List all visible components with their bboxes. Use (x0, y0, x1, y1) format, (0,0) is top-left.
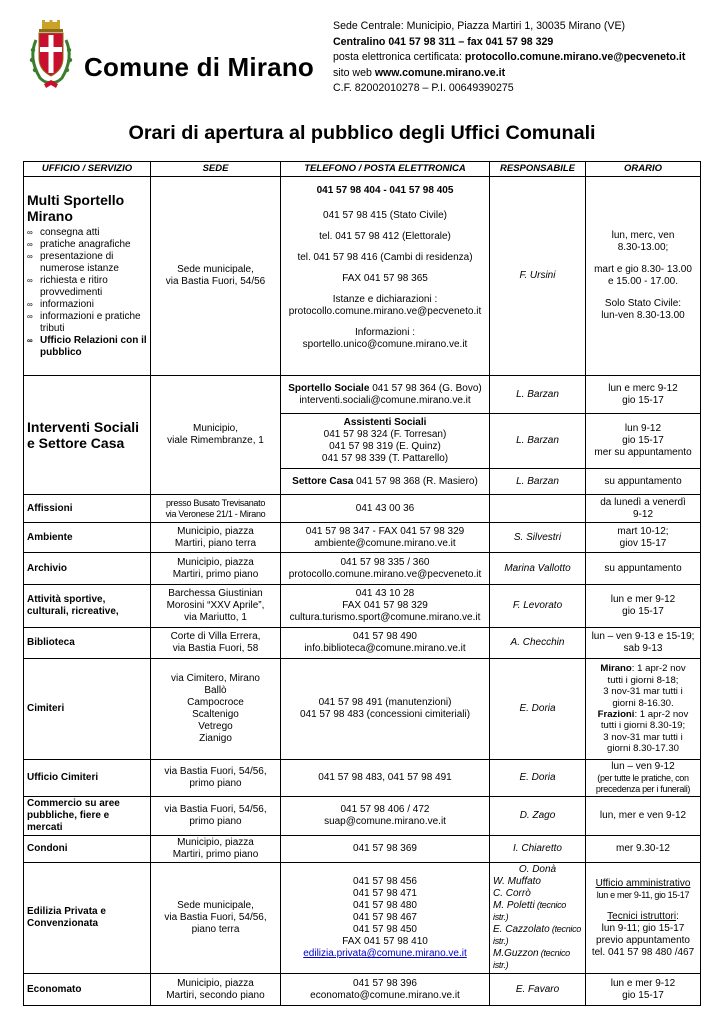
responsible-cell: L. Barzan (490, 376, 586, 414)
hours-line: 9-12 (632, 508, 653, 520)
table-row (24, 760, 701, 797)
pec-label: posta elettronica certificata: (333, 51, 465, 64)
table-row (24, 495, 701, 523)
fax-line: FAX 041 57 98 365 (342, 273, 428, 284)
hours-line: 8.30-13.00; (617, 242, 669, 253)
sede-cell (151, 523, 281, 553)
table-header-row (24, 162, 701, 177)
phone-line: 041 57 98 490 (353, 631, 417, 642)
sede-line: primo piano (189, 816, 242, 827)
table-row (24, 376, 701, 414)
hours-line: giorni 8-16.30. (612, 697, 674, 709)
list-item: ∞ richiesta e ritiro provvedimenti (27, 275, 147, 299)
sede-line: via Bastia Fuori, 54/56, (164, 912, 267, 923)
sede-line: via Bastia Fuori, 54/56, (164, 766, 267, 777)
hours-line: Solo Stato Civile: (604, 298, 682, 309)
phone-line: 041 43 10 28 (355, 588, 415, 599)
hours-line: lun, merc, ven (611, 230, 675, 241)
sede-line: via Bastia Fuori, 58 (172, 643, 259, 654)
phone-line: 041 57 98 347 - FAX 041 57 98 329 (305, 525, 465, 537)
hours-line: gio 15-17 (622, 606, 664, 617)
responsible-cell: L. Barzan (490, 469, 586, 495)
hours-line: gio 15-17 (622, 394, 664, 406)
table-row (24, 974, 701, 1006)
sede-line: Scaltenigo (192, 709, 239, 720)
phone-line: 041 57 98 396 (353, 977, 417, 989)
phone-line: 041 57 98 471 (353, 888, 417, 899)
pec-address[interactable]: protocollo.comune.mirano.ve@pecveneto.it (464, 51, 686, 64)
hours-note: precedenza per i funerali) (595, 784, 691, 794)
contact-cell (281, 585, 490, 628)
responsible-cell: F. Levorato (490, 585, 586, 628)
sede-line: Municipio, (192, 423, 239, 434)
sub-office-label: Assistenti Sociali (343, 417, 427, 428)
sede-cell (151, 553, 281, 585)
col-responsabile: RESPONSABILE (490, 162, 586, 177)
hours-line: lun e mer 9-12 (610, 977, 676, 989)
phone-line: 041 57 98 456 (353, 876, 417, 887)
hours-cell: su appuntamento (586, 553, 701, 585)
email-link[interactable]: info.biblioteca@comune.mirano.ve.it (304, 643, 466, 654)
hours-line: lun e merc 9-12 (608, 382, 678, 394)
office-cell (24, 177, 151, 376)
sede-cell (151, 863, 281, 974)
list-item: ∞ presentazione di numerose istanze (27, 251, 147, 275)
responsible-cell: I. Chiaretto (490, 836, 586, 863)
sede-line: Zianigo (199, 733, 232, 744)
sede-line: Sede municipale, (177, 900, 254, 911)
sede-cell (151, 836, 281, 863)
hours-line: lun-ven 8.30-13.00 (601, 310, 685, 321)
col-ufficio: UFFICIO / SERVIZIO (24, 162, 151, 177)
phone-line: 041 57 98 368 (R. Masiero) (356, 475, 478, 487)
fax-line: FAX 041 57 98 329 (342, 600, 428, 611)
sede-line: via Veronese 21/1 - Mirano (165, 508, 266, 519)
phone-line: 041 57 98 480 (353, 900, 417, 911)
phone-line: 041 57 98 319 (E. Quinz) (329, 441, 441, 452)
hours-label: Ufficio amministrativo (595, 877, 691, 889)
contact-cell: 041 57 98 369 (281, 836, 490, 863)
table-row (24, 628, 701, 659)
hours-line: giov 15-17 (619, 537, 667, 549)
phone-line: 041 57 98 491 (manutenzioni) (318, 697, 452, 708)
hours-line: da lunedì a venerdì (600, 496, 686, 508)
hours-cell (586, 495, 701, 523)
sede-line: Martiri, primo piano (172, 849, 259, 860)
phone-line: tel. 041 57 98 416 (Cambi di residenza) (297, 252, 473, 263)
hours-cell (586, 523, 701, 553)
hours-line: lun – ven 9-12 (611, 761, 675, 772)
sub-office-label: Settore Casa (292, 475, 354, 487)
hours-label: Frazioni (597, 709, 635, 720)
hours-line: lun e mer 9-11, gio 15-17 (596, 889, 690, 900)
responsible-cell: Marina Vallotto (490, 553, 586, 585)
contact-cell (281, 797, 490, 836)
responsible-cell: D. Zago (490, 797, 586, 836)
sede-line: viale Rimembranze, 1 (167, 435, 264, 446)
responsible-name: O. Donà (518, 864, 557, 875)
contact-cell: 041 57 98 483, 041 57 98 491 (281, 760, 490, 797)
contact-cell (281, 553, 490, 585)
centralino: Centralino 041 57 98 311 – fax 041 57 98 329 (333, 35, 554, 48)
table-row (24, 836, 701, 863)
email-link[interactable]: interventi.sociali@comune.mirano.ve.it (299, 394, 471, 406)
responsible-cell: S. Silvestri (490, 523, 586, 553)
email-link[interactable]: protocollo.comune.mirano.ve@pecveneto.it (288, 568, 482, 580)
contact-cell (281, 974, 490, 1006)
sede-line: Municipio, piazza (177, 525, 254, 537)
hours-line: lun e mer 9-12 (610, 594, 676, 605)
sede-line: Municipio, piazza (177, 556, 254, 568)
email-link[interactable]: edilizia.privata@comune.mirano.ve.it (303, 948, 467, 959)
hours-line: mart e gio 8.30- 13.00 (594, 264, 692, 275)
table-row (24, 585, 701, 628)
sede-line: Campocroce (187, 697, 244, 708)
sede-line: Martiri, secondo piano (166, 989, 265, 1001)
hours-cell (586, 760, 701, 797)
list-item: ∞ pratiche anagrafiche (27, 239, 147, 251)
hours-cell (586, 974, 701, 1006)
office-name: Economato (24, 974, 151, 1006)
phone-line: 041 57 98 364 (G. Bovo) (372, 382, 482, 394)
hours-line: sab 9-13 (623, 643, 663, 654)
hours-line: 3 nov-31 mar tutti i (603, 731, 683, 743)
phone-line: 041 57 98 467 (353, 912, 417, 923)
sede-cell (151, 585, 281, 628)
office-name: Edilizia Privata e Convenzionata (24, 863, 151, 974)
hours-line: lun – ven 9-13 e 15-19; (591, 631, 695, 642)
email-link[interactable]: protocollo.comune.mirano.ve@pecveneto.it (288, 306, 482, 317)
sede-line: Morosini “XXV Aprile”, (166, 600, 265, 611)
contact-cell (281, 659, 490, 760)
fax-line: FAX 041 57 98 410 (342, 936, 428, 947)
phone-line: 041 57 98 339 (T. Pattarello) (321, 453, 449, 464)
hours-line: tutti i giorni 8-18; (607, 674, 679, 686)
responsible-cell: E. Doria (490, 760, 586, 797)
responsible-cell (490, 863, 586, 974)
hours-label: Tecnici istruttori (607, 910, 677, 922)
sub-office-label: Sportello Sociale (288, 382, 370, 394)
sede-line: Barchessa Giustinian (168, 588, 263, 599)
table-row (24, 523, 701, 553)
contact-cell: 041 43 00 36 (281, 495, 490, 523)
sede-centrale: Sede Centrale: Municipio, Piazza Martiri 1, 30035 Mirano (VE) (333, 20, 626, 32)
sede-cell (151, 760, 281, 797)
office-name: Archivio (24, 553, 151, 585)
email-link[interactable]: suap@comune.mirano.ve.it (324, 816, 446, 827)
hours-line: gio 15-17 (622, 435, 664, 446)
office-name: Multi Sportello Mirano (27, 192, 125, 224)
office-name: Affissioni (24, 495, 151, 523)
sede-line: via Mariutto, 1 (184, 612, 247, 623)
hours-label: Mirano (600, 663, 632, 675)
email-link[interactable]: ambiente@comune.mirano.ve.it (314, 537, 456, 549)
hours-cell (586, 376, 701, 414)
hours-cell (586, 659, 701, 760)
table-row (24, 177, 701, 376)
office-name: Interventi Sociali e Settore Casa (27, 419, 140, 451)
list-item: ∞ informazioni (27, 299, 147, 311)
pec-line (333, 50, 685, 66)
sede-cell (151, 177, 281, 376)
hours-line: lun 9-11; gio 15-17 (601, 922, 685, 934)
responsible-note: (tecnico istr.) (493, 924, 582, 946)
office-name: Commercio su aree pubbliche, fiere e mercati (24, 797, 151, 836)
sede-line: via Bastia Fuori, 54/56 (165, 276, 266, 287)
email-link[interactable]: sportello.unico@comune.mirano.ve.it (302, 339, 468, 350)
phone-line: tel. 041 57 98 412 (Elettorale) (319, 231, 451, 242)
hours-cell: mer 9.30-12 (586, 836, 701, 863)
contact-cell (281, 863, 490, 974)
list-item: ∞ informazioni e pratiche tributi (27, 311, 147, 335)
service-list (27, 227, 147, 359)
phone-line: 041 57 98 406 / 472 (340, 804, 430, 815)
sede-line: Corte di Villa Errera, (170, 631, 261, 642)
hours-line: giorni 8.30-17.30 (606, 743, 679, 755)
sede-line: piano terra (191, 924, 240, 935)
list-item: ∞ Ufficio Relazioni con il pubblico (27, 335, 147, 359)
office-name: Condoni (24, 836, 151, 863)
sede-line: Municipio, piazza (177, 837, 254, 848)
hours-cell (586, 585, 701, 628)
contact-cell (281, 523, 490, 553)
sede-line: Sede municipale, (177, 264, 254, 275)
hours-note: (per tutte le pratiche, con (597, 773, 689, 783)
responsible-name: M. Poletti (493, 900, 535, 911)
col-orario: ORARIO (586, 162, 701, 177)
col-sede: SEDE (151, 162, 281, 177)
responsible-name: M.Guzzon (493, 948, 539, 959)
hours-line: gio 15-17 (622, 989, 664, 1001)
sede-line: primo piano (189, 778, 242, 789)
phone-line: 041 57 98 324 (F. Torresan) (323, 429, 447, 440)
web-label: sito web (333, 66, 375, 79)
contact-label: Informazioni : (354, 327, 416, 338)
sede-line: via Bastia Fuori, 54/56, (164, 804, 267, 815)
table-row (24, 797, 701, 836)
responsible-cell (490, 495, 586, 523)
hours-cell: Ufficio amministrativo lun e mer 9-11, gio 15-17 Tecnici istruttori: lun 9-11; gio 15-17 previo appuntamento tel. 041 57 98 480 /467 (586, 863, 701, 974)
office-name: Cimiteri (24, 659, 151, 760)
phone-line: 041 57 98 483 (concessioni cimiteriali) (299, 709, 471, 720)
sede-line: Martiri, primo piano (172, 568, 259, 580)
responsible-cell: F. Ursini (490, 177, 586, 376)
table-row (24, 659, 701, 760)
sede-line: Vetrego (198, 721, 233, 732)
hours-cell: su appuntamento (586, 469, 701, 495)
sede-cell (151, 797, 281, 836)
hours-line: : 1 apr-2 nov (631, 663, 686, 675)
page-title: Orari di apertura al pubblico degli Uffici Comunali (128, 122, 596, 144)
sede-line: Martiri, piano terra (174, 537, 257, 549)
contact-block (333, 19, 685, 97)
phone-main: 041 57 98 404 - 041 57 98 405 (316, 185, 454, 196)
hours-cell: lun, mer e ven 9-12 (586, 797, 701, 836)
responsible-name: W. Muffato (493, 876, 541, 887)
web-address[interactable]: www.comune.mirano.ve.it (374, 66, 506, 79)
responsible-cell: E. Doria (490, 659, 586, 760)
sede-cell (151, 659, 281, 760)
phone-line: 041 57 98 450 (353, 924, 417, 935)
coat-of-arms-icon (26, 20, 76, 98)
hours-line: tel. 041 57 98 480 /467 (591, 946, 695, 958)
responsible-name: C. Corrò (493, 888, 531, 899)
sede-cell (151, 495, 281, 523)
hours-line: lun 9-12 (624, 423, 662, 434)
comune-name: Comune di Mirano (84, 52, 314, 82)
contact-cell (281, 177, 490, 376)
hours-line: previo appuntamento (596, 934, 690, 946)
hours-cell (586, 177, 701, 376)
phone-line: 041 57 98 415 (Stato Civile) (323, 210, 447, 221)
hours-line: tutti i giorni 8.30-19; (600, 720, 686, 732)
email-link[interactable]: economato@comune.mirano.ve.it (310, 989, 460, 1001)
contact-cell (281, 376, 490, 414)
web-line (333, 66, 685, 82)
list-item: ∞ consegna atti (27, 227, 147, 239)
responsible-name: E. Cazzolato (493, 924, 550, 935)
sede-cell (151, 974, 281, 1006)
table-row (24, 863, 701, 974)
hours-line: mart 10-12; (617, 525, 669, 537)
office-name: Biblioteca (24, 628, 151, 659)
letterhead (22, 14, 712, 98)
responsible-cell: L. Barzan (490, 414, 586, 469)
hours-cell (586, 414, 701, 469)
contact-label: Istanze e dichiarazioni : (332, 294, 438, 305)
sede-line: Ballò (204, 685, 227, 696)
responsible-note: (tecnico istr.) (493, 948, 570, 970)
office-name: Attività sportive, culturali, ricreative, (24, 585, 151, 628)
hours-cell (586, 628, 701, 659)
responsible-cell: E. Favaro (490, 974, 586, 1006)
sede-line: Municipio, piazza (177, 977, 254, 989)
hours-line: : 1 apr-2 nov (634, 709, 689, 720)
contact-cell (281, 414, 490, 469)
contact-cell (281, 469, 490, 495)
office-name: Ambiente (24, 523, 151, 553)
sede-line: presso Busato Trevisanato (165, 497, 266, 508)
responsible-note: (tecnico istr.) (493, 900, 567, 922)
sede-cell (151, 628, 281, 659)
contact-cell (281, 628, 490, 659)
table-row (24, 553, 701, 585)
sede-line: via Cimitero, Mirano (171, 673, 260, 684)
hours-line: e 15.00 - 17.00. (607, 276, 679, 287)
hours-line: mer su appuntamento (594, 447, 692, 458)
email-link[interactable]: cultura.turismo.sport@comune.mirano.ve.it (289, 612, 481, 623)
tax-codes: C.F. 82002010278 – P.I. 00649390275 (333, 82, 514, 95)
phone-line: 041 57 98 335 / 360 (340, 556, 430, 568)
office-name: Ufficio Cimiteri (24, 760, 151, 797)
responsible-cell: A. Checchin (490, 628, 586, 659)
hours-line: 3 nov-31 mar tutti i (603, 686, 683, 698)
sede-cell (151, 376, 281, 495)
office-cell (24, 376, 151, 495)
col-telefono: TELEFONO / POSTA ELETTRONICA (281, 162, 490, 177)
offices-table (23, 161, 701, 1006)
